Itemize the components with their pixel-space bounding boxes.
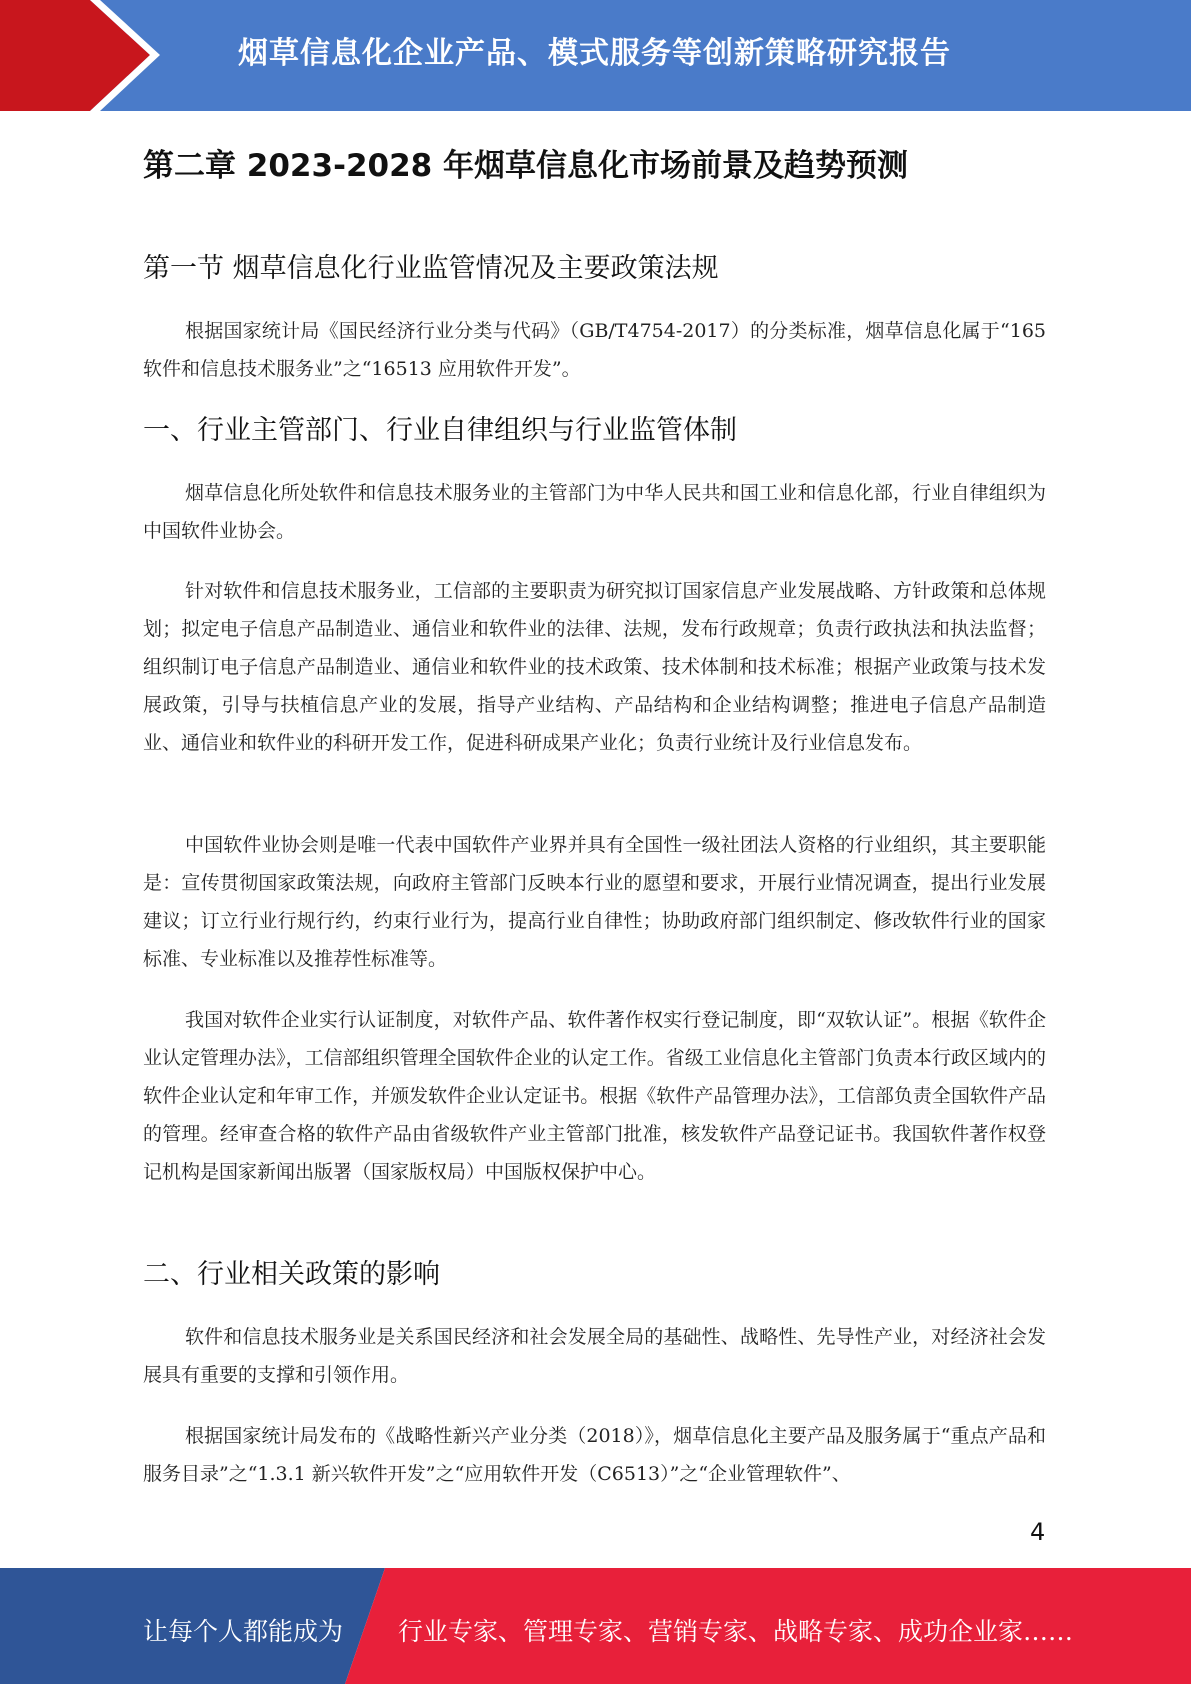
paragraph-association: 中国软件业协会则是唯一代表中国软件产业界并具有全国性一级社团法人资格的行业组织，其主要职能是：宣传贯彻国家政策法规，向政府主管部门反映本行业的愿望和要求，开展行业情况调查，提出行业发展建议；订立行业行规行约，约束行业行为，提高行业自律性；协助政府部门组织制定、修改软件行业的国家标准、专业标准以及推荐性标准等。 bbox=[143, 834, 1046, 970]
paragraph-strategic-classification: 根据国家统计局发布的《战略性新兴产业分类（2018）》，烟草信息化主要产品及服务属于“重点产品和服务目录”之“1.3.1 新兴软件开发”之“应用软件开发（C6513）”之“企业管理软件”、 bbox=[143, 1425, 1046, 1485]
red-arrow-graphic bbox=[0, 0, 170, 111]
footer-slogan-right: 行业专家、管理专家、营销专家、战略专家、成功企业家…… bbox=[398, 1617, 1074, 1646]
page-number: 4 bbox=[1030, 1518, 1046, 1546]
footer-slogan-left: 让每个人都能成为 bbox=[143, 1617, 344, 1646]
paragraph-miit-duties: 针对软件和信息技术服务业，工信部的主要职责为研究拟订国家信息产业发展战略、方针政策和总体规划；拟定电子信息产品制造业、通信业和软件业的法律、法规，发布行政规章；负责行政执法和执法监督；组织制订电子信息产品制造业、通信业和软件业的技术政策、技术体制和技术标准；根据产业政策与技术发展政策，引导与扶植信息产业的发展，指导产业结构、产品结构和企业结构调整；推进电子信息产品制造业、通信业和软件业的科研开发工作，促进科研成果产业化；负责行业统计及行业信息发布。 bbox=[143, 580, 1046, 754]
subheading-regulation: 一、行业主管部门、行业自律组织与行业监管体制 bbox=[143, 415, 737, 446]
paragraph-authority: 烟草信息化所处软件和信息技术服务业的主管部门为中华人民共和国工业和信息化部，行业自律组织为中国软件业协会。 bbox=[143, 482, 1046, 542]
chapter-title: 第二章 2023-2028 年烟草信息化市场前景及趋势预测 bbox=[143, 148, 909, 184]
section-title: 第一节 烟草信息化行业监管情况及主要政策法规 bbox=[143, 253, 719, 284]
paragraph-classification: 根据国家统计局《国民经济行业分类与代码》（GB/T4754-2017）的分类标准，烟草信息化属于“165 软件和信息技术服务业”之“16513 应用软件开发”。 bbox=[143, 320, 1046, 380]
footer-band bbox=[0, 1568, 1191, 1684]
paragraph-certification: 我国对软件企业实行认证制度，对软件产品、软件著作权实行登记制度，即“双软认证”。根据《软件企业认定管理办法》，工信部组织管理全国软件企业的认定工作。省级工业信息化主管部门负责本行政区域内的软件企业认定和年审工作，并颁发软件企业认定证书。根据《软件产品管理办法》，工信部负责全国软件产品的管理。经审查合格的软件产品由省级软件产业主管部门批准，核发软件产品登记证书。我国软件著作权登记机构是国家新闻出版署（国家版权局）中国版权保护中心。 bbox=[143, 1009, 1046, 1183]
header-band bbox=[0, 0, 1191, 111]
report-title: 烟草信息化企业产品、模式服务等创新策略研究报告 bbox=[238, 36, 951, 71]
subheading-policy-impact: 二、行业相关政策的影响 bbox=[143, 1259, 440, 1290]
paragraph-industry-importance: 软件和信息技术服务业是关系国民经济和社会发展全局的基础性、战略性、先导性产业，对经济社会发展具有重要的支撑和引领作用。 bbox=[143, 1326, 1046, 1386]
